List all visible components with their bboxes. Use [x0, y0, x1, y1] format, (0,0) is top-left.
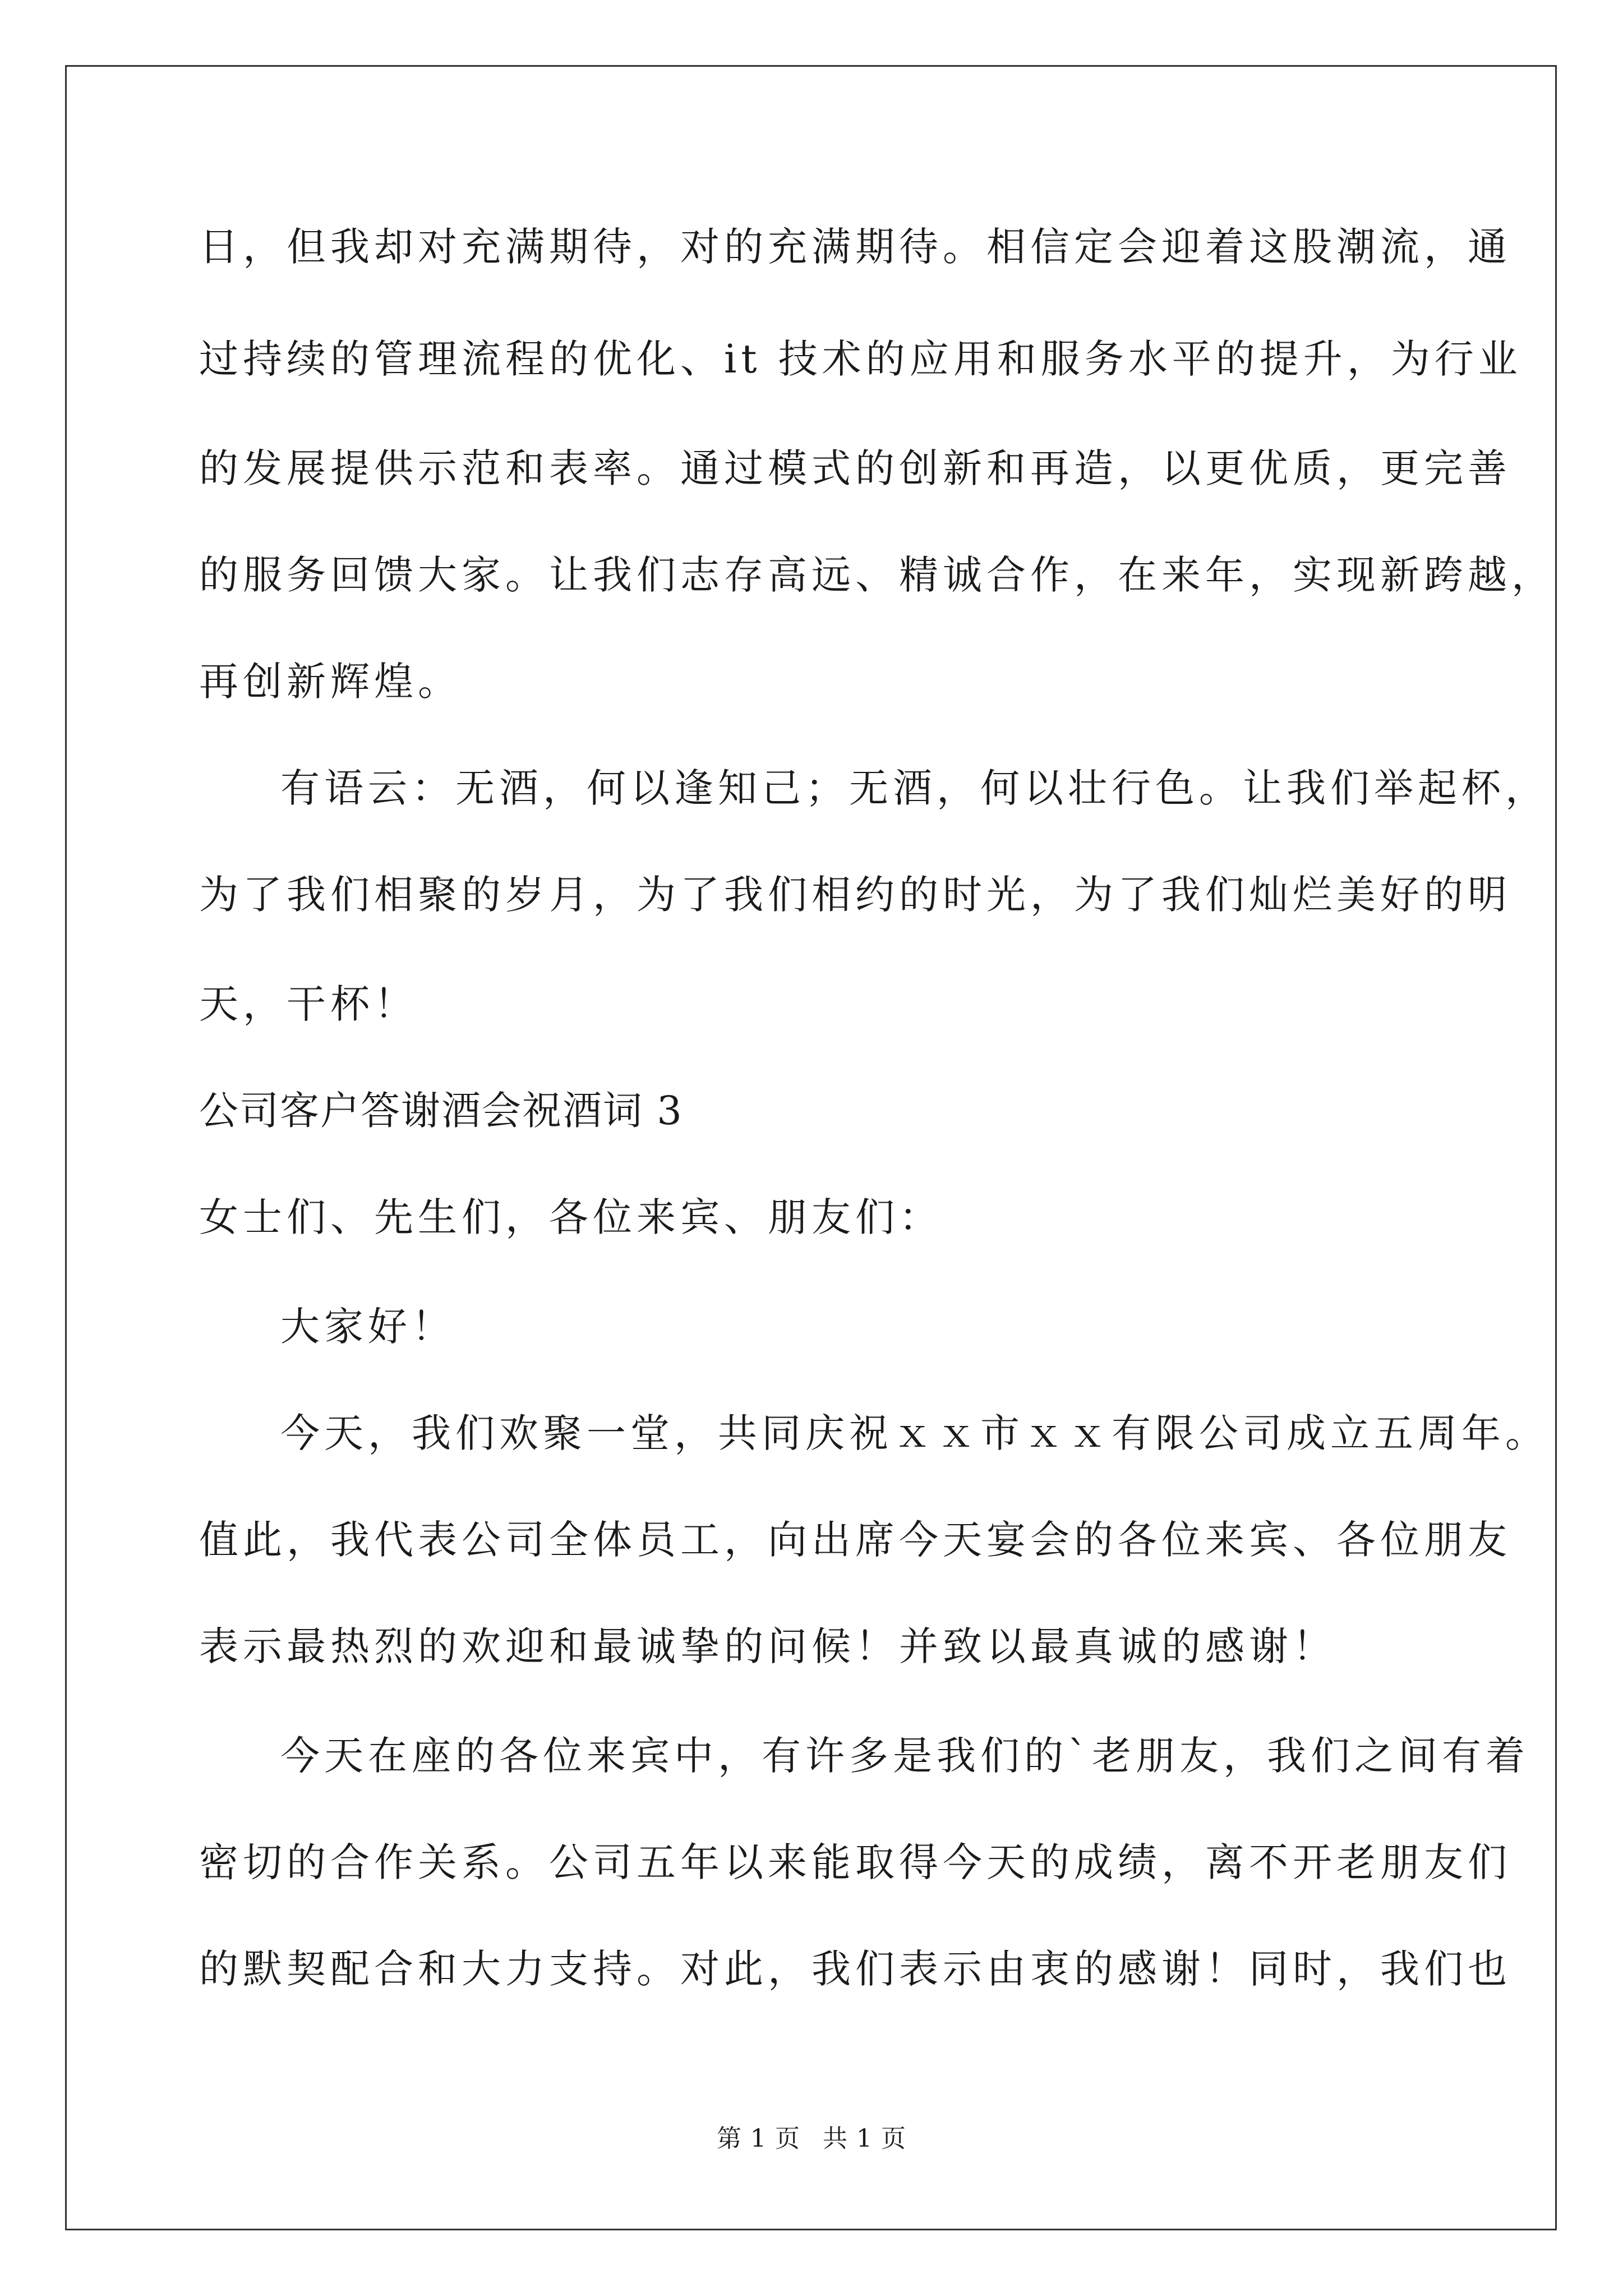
- body-text-line: 值此，我代表公司全体员工，向出席今天宴会的各位来宾、各位朋友: [199, 1517, 1511, 1563]
- page-frame: [65, 65, 1557, 2230]
- body-text-line: 今天在座的各位来宾中，有许多是我们的`老朋友，我们之间有着: [280, 1733, 1529, 1779]
- body-text-line: 的服务回馈大家。让我们志存高远、精诚合作，在来年，实现新跨越，: [199, 552, 1555, 598]
- body-text-line: 过持续的管理流程的优化、it 技术的应用和服务水平的提升，为行业: [199, 336, 1522, 382]
- page-footer: [0, 2123, 1623, 2155]
- body-text-line: 有语云：无酒，何以逢知己；无酒，何以壮行色。让我们举起杯，: [280, 765, 1549, 811]
- body-text-line: 的默契配合和大力支持。对此，我们表示由衷的感谢！同时，我们也: [199, 1946, 1511, 1992]
- body-text-line: 再创新辉煌。: [199, 659, 462, 705]
- body-text-line: 为了我们相聚的岁月，为了我们相约的时光，为了我们灿烂美好的明: [199, 872, 1511, 918]
- greeting: 大家好！: [280, 1304, 455, 1350]
- body-text-line: 今天，我们欢聚一堂，共同庆祝ｘｘ市ｘｘ有限公司成立五周年。: [280, 1410, 1549, 1456]
- body-text-line: 天，干杯！: [199, 981, 418, 1027]
- page-total: 共 1 页: [823, 2124, 906, 2153]
- salutation: 女士们、先生们，各位来宾、朋友们：: [199, 1194, 943, 1240]
- section-heading: 公司客户答谢酒会祝酒词 3: [199, 1088, 683, 1134]
- body-text-line: 日，但我却对充满期待，对的充满期待。相信定会迎着这股潮流，通: [199, 224, 1511, 270]
- body-text-line: 的发展提供示范和表率。通过模式的创新和再造，以更优质，更完善: [199, 445, 1511, 491]
- body-text-line: 密切的合作关系。公司五年以来能取得今天的成绩，离不开老朋友们: [199, 1839, 1511, 1885]
- page-number: 第 1 页: [717, 2124, 800, 2153]
- body-text-line: 表示最热烈的欢迎和最诚挚的问候！并致以最真诚的感谢！: [199, 1623, 1336, 1669]
